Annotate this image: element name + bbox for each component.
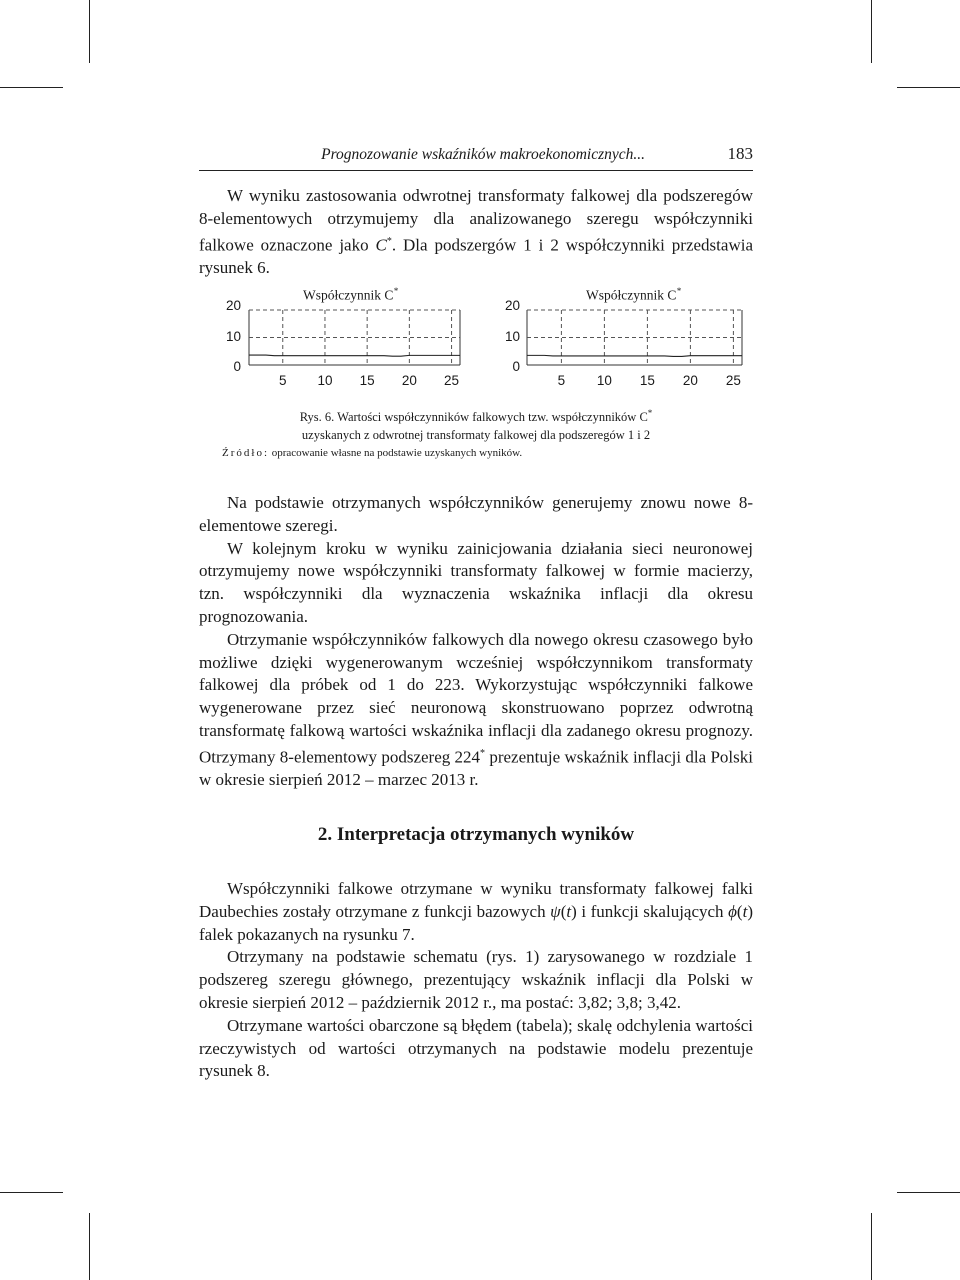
body1-paragraph-1: Na podstawie otrzymanych współczynników generujemy znowu nowe 8-elementowe szeregi. — [199, 493, 753, 535]
body1-p3-text-2: prezentuje wskaźnik inflacji dla Polski w okresie sierpień 2012 – marzec 2013 r. — [199, 747, 753, 790]
source-label: Źródło: — [222, 447, 269, 459]
crop-mark-top-right — [871, 0, 872, 63]
panel-2-xtick-15: 15 — [639, 373, 655, 388]
crop-mark-bottom-right — [871, 1213, 872, 1280]
p1-ytick-20: 20 — [225, 298, 241, 313]
body-section-2 — [199, 878, 753, 1083]
panel-2-xtick-20: 20 — [682, 373, 698, 388]
psi-symbol: ψ — [550, 901, 561, 921]
panel-1-xtick-15: 15 — [359, 373, 375, 388]
body2-p1-text-3: ) falek pokazanych na rysunku 7. — [199, 901, 753, 944]
crop-mark-top-right-h — [897, 87, 960, 88]
panel-1-xtick-25: 25 — [444, 373, 460, 388]
body1-p3-text-1: Otrzymanie współczynników falkowych dla nowego okresu czasowego było możliwe dzięki wygenerowanym wcześniej współczynnikom transformaty falkowej dla próbek od 1 do 223. Wykorzystując współczynniki falkowe wygenerowane przez sieć neuronową skonstruowano poprzez odwrotną transformatę falkową wartości wskaźnika inflacji dla zadanego okresu prognozy. Otrzymany 8-elementowy podszereg 224 — [199, 629, 753, 767]
panel-1-xtick-10: 10 — [317, 373, 333, 388]
figure-panel-2-title — [586, 286, 681, 304]
p1-ytick-10: 10 — [225, 329, 241, 344]
panel-1-series-line-1 — [249, 355, 460, 356]
crop-mark-top-left — [89, 0, 90, 63]
body2-p1-text-2: ) i funkcji skalujących — [571, 901, 729, 921]
panel-1-xtick-5: 5 — [279, 373, 287, 388]
panel-2-title-text: Współczynnik C — [586, 287, 677, 303]
intro-text-2: . Dla podszergów 1 i 2 współczynniki przedstawia rysunek 6. — [199, 235, 753, 278]
body1-p3-sup: * — [480, 747, 486, 759]
panel-1-title-sup: * — [393, 286, 398, 296]
t-var-1: t — [566, 901, 572, 921]
paren-2: ( — [736, 901, 743, 921]
p2-ytick-0: 0 — [512, 359, 520, 374]
page-number: 183 — [727, 144, 753, 163]
panel-2-xtick-10: 10 — [596, 373, 612, 388]
caption-sup: * — [647, 408, 653, 418]
panel-1-title-text: Współczynnik C — [303, 287, 394, 303]
p1-ytick-0: 0 — [233, 359, 241, 374]
charts-group — [249, 310, 742, 388]
body2-paragraph-1 — [199, 878, 753, 946]
intro-paragraph — [199, 185, 753, 280]
panel-2-title-sup: * — [676, 286, 681, 296]
body2-paragraph-3: Otrzymane wartości obarczone są błędem (tabela); skalę odchylenia wartości rzeczywistych od wartości otrzymanych na podstawie modelu prezentuje rysunek 8. — [199, 1015, 753, 1081]
caption-line-2: uzyskanych z odwrotnej transformaty falkowej dla podszeregów 1 i 2 — [301, 428, 651, 443]
intro-symbol: C — [375, 235, 387, 255]
crop-mark-bottom-right-h — [897, 1192, 960, 1193]
panel-2-xtick-25: 25 — [725, 373, 741, 388]
figure-source — [222, 447, 522, 459]
t-var-2: t — [742, 901, 748, 921]
caption-line-1: Rys. 6. Wartości współczynników falkowych tzw. współczynników C — [299, 410, 648, 425]
figure-panel-1-title — [303, 286, 398, 304]
section-heading: 2. Interpretacja otrzymanych wyników — [317, 824, 635, 845]
figure-caption — [199, 404, 753, 444]
intro-text-1: W wyniku zastosowania odwrotnej transformaty falkowej dla podszeregów 8-elementowych otrzymujemy dla analizowanego szeregu współczynniki falkowe oznaczone jako — [199, 186, 753, 255]
paren-1: ( — [560, 901, 567, 921]
body2-p1-text-1: Współczynniki falkowe otrzymane w wyniku transformaty falkowej falki Daubechies zostały otrzymane z funkcji bazowych — [199, 879, 753, 921]
panel-2-series-line-1 — [527, 355, 742, 356]
crop-mark-bottom-left-h — [0, 1192, 63, 1193]
p2-ytick-10: 10 — [504, 329, 520, 344]
source-text: opracowanie własne na podstawie uzyskanych wyników. — [269, 447, 523, 459]
crop-mark-top-left-h — [0, 87, 63, 88]
body2-paragraph-2: Otrzymany na podstawie schematu (rys. 1) zarysowanego w rozdziale 1 podszereg szeregu głównego, prezentujący wskaźnik inflacji dla Polski w okresie sierpień 2012 – październik 2012 r., ma postać: 3,82; 3,8; 3,42. — [199, 947, 753, 1012]
running-title: Prognozowanie wskaźników makroekonomicznych... — [321, 146, 645, 163]
panel-1-xtick-20: 20 — [401, 373, 417, 388]
body-section-1 — [199, 492, 753, 792]
p2-ytick-20: 20 — [504, 298, 520, 313]
body1-paragraph-3 — [199, 629, 753, 792]
crop-mark-bottom-left — [89, 1213, 90, 1280]
intro-symbol-sup: * — [386, 235, 392, 247]
header-rule — [199, 170, 753, 171]
panel-2-xtick-5: 5 — [557, 373, 566, 388]
phi-symbol: ϕ — [728, 901, 737, 921]
body1-paragraph-2: W kolejnym kroku w wyniku zainicjowania działania sieci neuronowej otrzymujemy nowe współczynniki transformaty falkowej w formie macierzy, tzn. współczynniki dla wyznaczenia wskaźnika inflacji dla okresu prognozowania. — [199, 538, 753, 626]
